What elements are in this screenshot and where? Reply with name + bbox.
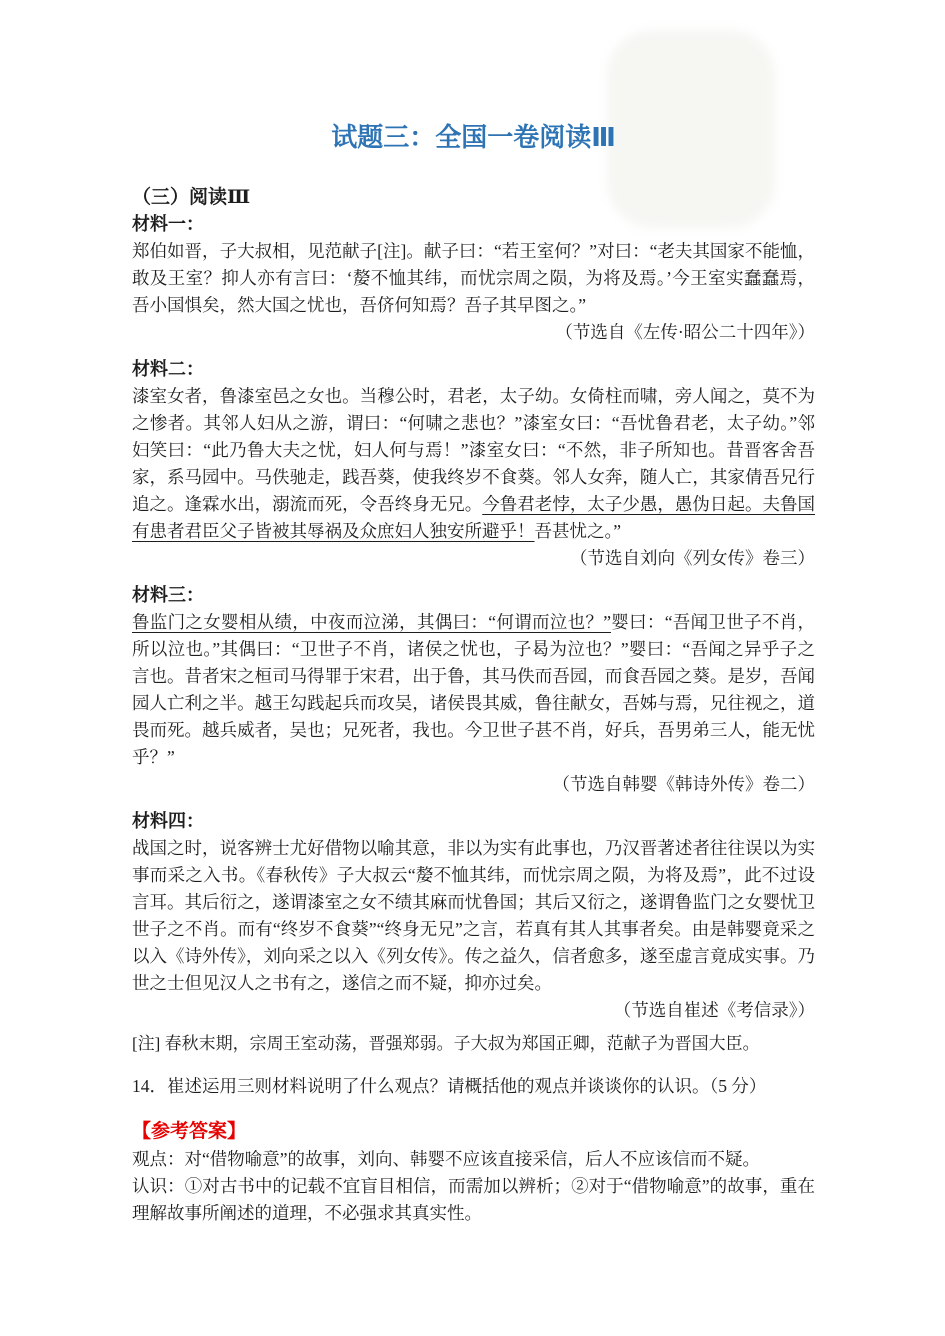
material-4-label: 材料四： bbox=[132, 811, 204, 831]
section-heading: （三）阅读Ⅲ bbox=[132, 187, 251, 208]
material-2-section bbox=[132, 356, 815, 572]
footnote: [注] 春秋末期，宗周王室动荡，晋强郑弱。子大叔为郑国正卿，范献子为晋国大臣。 bbox=[132, 1034, 760, 1053]
material-4-section bbox=[132, 808, 815, 1024]
reference-answer-header: 【参考答案】 bbox=[132, 1121, 247, 1142]
material-2-underlined-passage: 今鲁君老悖，太子少愚，愚伪日起。夫鲁国有患者君臣父子皆被其辱祸及众庶妇人独安所避乎！ bbox=[132, 494, 816, 541]
material-1-source: （节选自《左传·昭公二十四年》） bbox=[555, 322, 815, 342]
material-2-label: 材料二： bbox=[132, 359, 204, 379]
question-14: 14．崔述运用三则材料说明了什么观点？请概括他的观点并谈谈你的认识。（5 分） bbox=[132, 1076, 767, 1096]
document-content bbox=[132, 0, 815, 1227]
material-2-segment: 吾甚忧之。” bbox=[534, 521, 622, 541]
material-3-label: 材料三： bbox=[132, 585, 204, 605]
material-2-source: （节选自刘向《列女传》卷三） bbox=[570, 548, 815, 568]
material-2-segment: 漆室女者，鲁漆室邑之女也。当穆公时，君老，太子幼。女倚柱而啸，旁人闻之，莫不为之惨者。其邻人妇从之游，谓曰：“何啸之悲也？”漆室女曰：“吾忧鲁君老，太子幼。”邻妇笑曰：“此乃鲁大夫之忧，妇人何与焉！”漆室女曰：“不然，非子所知也。昔晋客舍吾家，系马园中。马佚驰走，践吾葵，使我终岁不食葵。邻人女奔，随人亡，其家倩吾兄行追之。逢霖水出，溺流而死，令吾终身无兄。 bbox=[132, 386, 815, 514]
material-2-text bbox=[132, 383, 815, 545]
material-3-section bbox=[132, 582, 815, 798]
material-3-text bbox=[132, 609, 815, 771]
material-1-text bbox=[132, 238, 815, 319]
material-4-text bbox=[132, 835, 815, 997]
material-4-source: （节选自崔述《考信录》） bbox=[613, 1000, 815, 1020]
answer-understanding: 认识：①对古书中的记载不宜盲目相信，而需加以辨析；②对于“借物喻意”的故事，重在理解故事所阐述的道理，不必强求其真实性。 bbox=[132, 1176, 815, 1223]
answer-viewpoint: 观点：对“借物喻意”的故事，刘向、韩婴不应该直接采信，后人不应该信而不疑。 bbox=[132, 1149, 761, 1169]
material-3-segment: 婴曰：“吾闻卫世子不肖，所以泣也。”其偶曰：“卫世子不肖，诸侯之忧也，子曷为泣也？”婴曰：“吾闻之异乎子之言也。昔者宋之桓司马得罪于宋君，出于鲁，其马佚而吾园，而食吾园之葵。是岁，吾闻园人亡利之半。越王勾践起兵而攻吴，诸侯畏其威，鲁往献女，吾姊与焉，兄往视之，道畏而死。越兵威者，吴也；兄死者，我也。今卫世子甚不肖，好兵，吾男弟三人，能无忧乎？” bbox=[132, 612, 815, 767]
material-1-segment: 郑伯如晋，子大叔相，见范献子[注]。献子曰：“若王室何？”对曰：“老夫其国家不能恤，敢及王室？抑人亦有言曰：‘嫠不恤其纬，而忧宗周之陨，为将及焉。’今王室实蠢蠢焉，吾小国惧矣，然大国之忧也，吾侪何知焉？吾子其早图之。” bbox=[132, 241, 815, 315]
material-1-label: 材料一： bbox=[132, 214, 204, 234]
page-title: 试题三：全国一卷阅读Ⅲ bbox=[331, 122, 616, 152]
material-3-source: （节选自韩婴《韩诗外传》卷二） bbox=[552, 774, 815, 794]
material-3-underlined-passage: 鲁监门之女婴相从绩，中夜而泣涕，其偶曰：“何谓而泣也？” bbox=[132, 612, 611, 632]
material-4-segment: 战国之时，说客辨士尤好借物以喻其意，非以为实有此事也，乃汉晋著述者往往误以为实事而采之入书。《春秋传》子大叔云“嫠不恤其纬，而忧宗周之陨，为将及焉”，此不过设言耳。其后衍之，遂谓漆室之女不绩其麻而忧鲁国；其后又衍之，遂谓鲁监门之女婴忧卫世子之不肖。而有“终岁不食葵”“终身无兄”之言，若真有其人其事者矣。由是韩婴竟采之以入《诗外传》，刘向采之以入《列女传》。传之益久，信者愈多，遂至虚言竟成实事。乃世之士但见汉人之书有之，遂信之而不疑，抑亦过矣。 bbox=[132, 838, 815, 993]
material-1-section bbox=[132, 211, 815, 346]
